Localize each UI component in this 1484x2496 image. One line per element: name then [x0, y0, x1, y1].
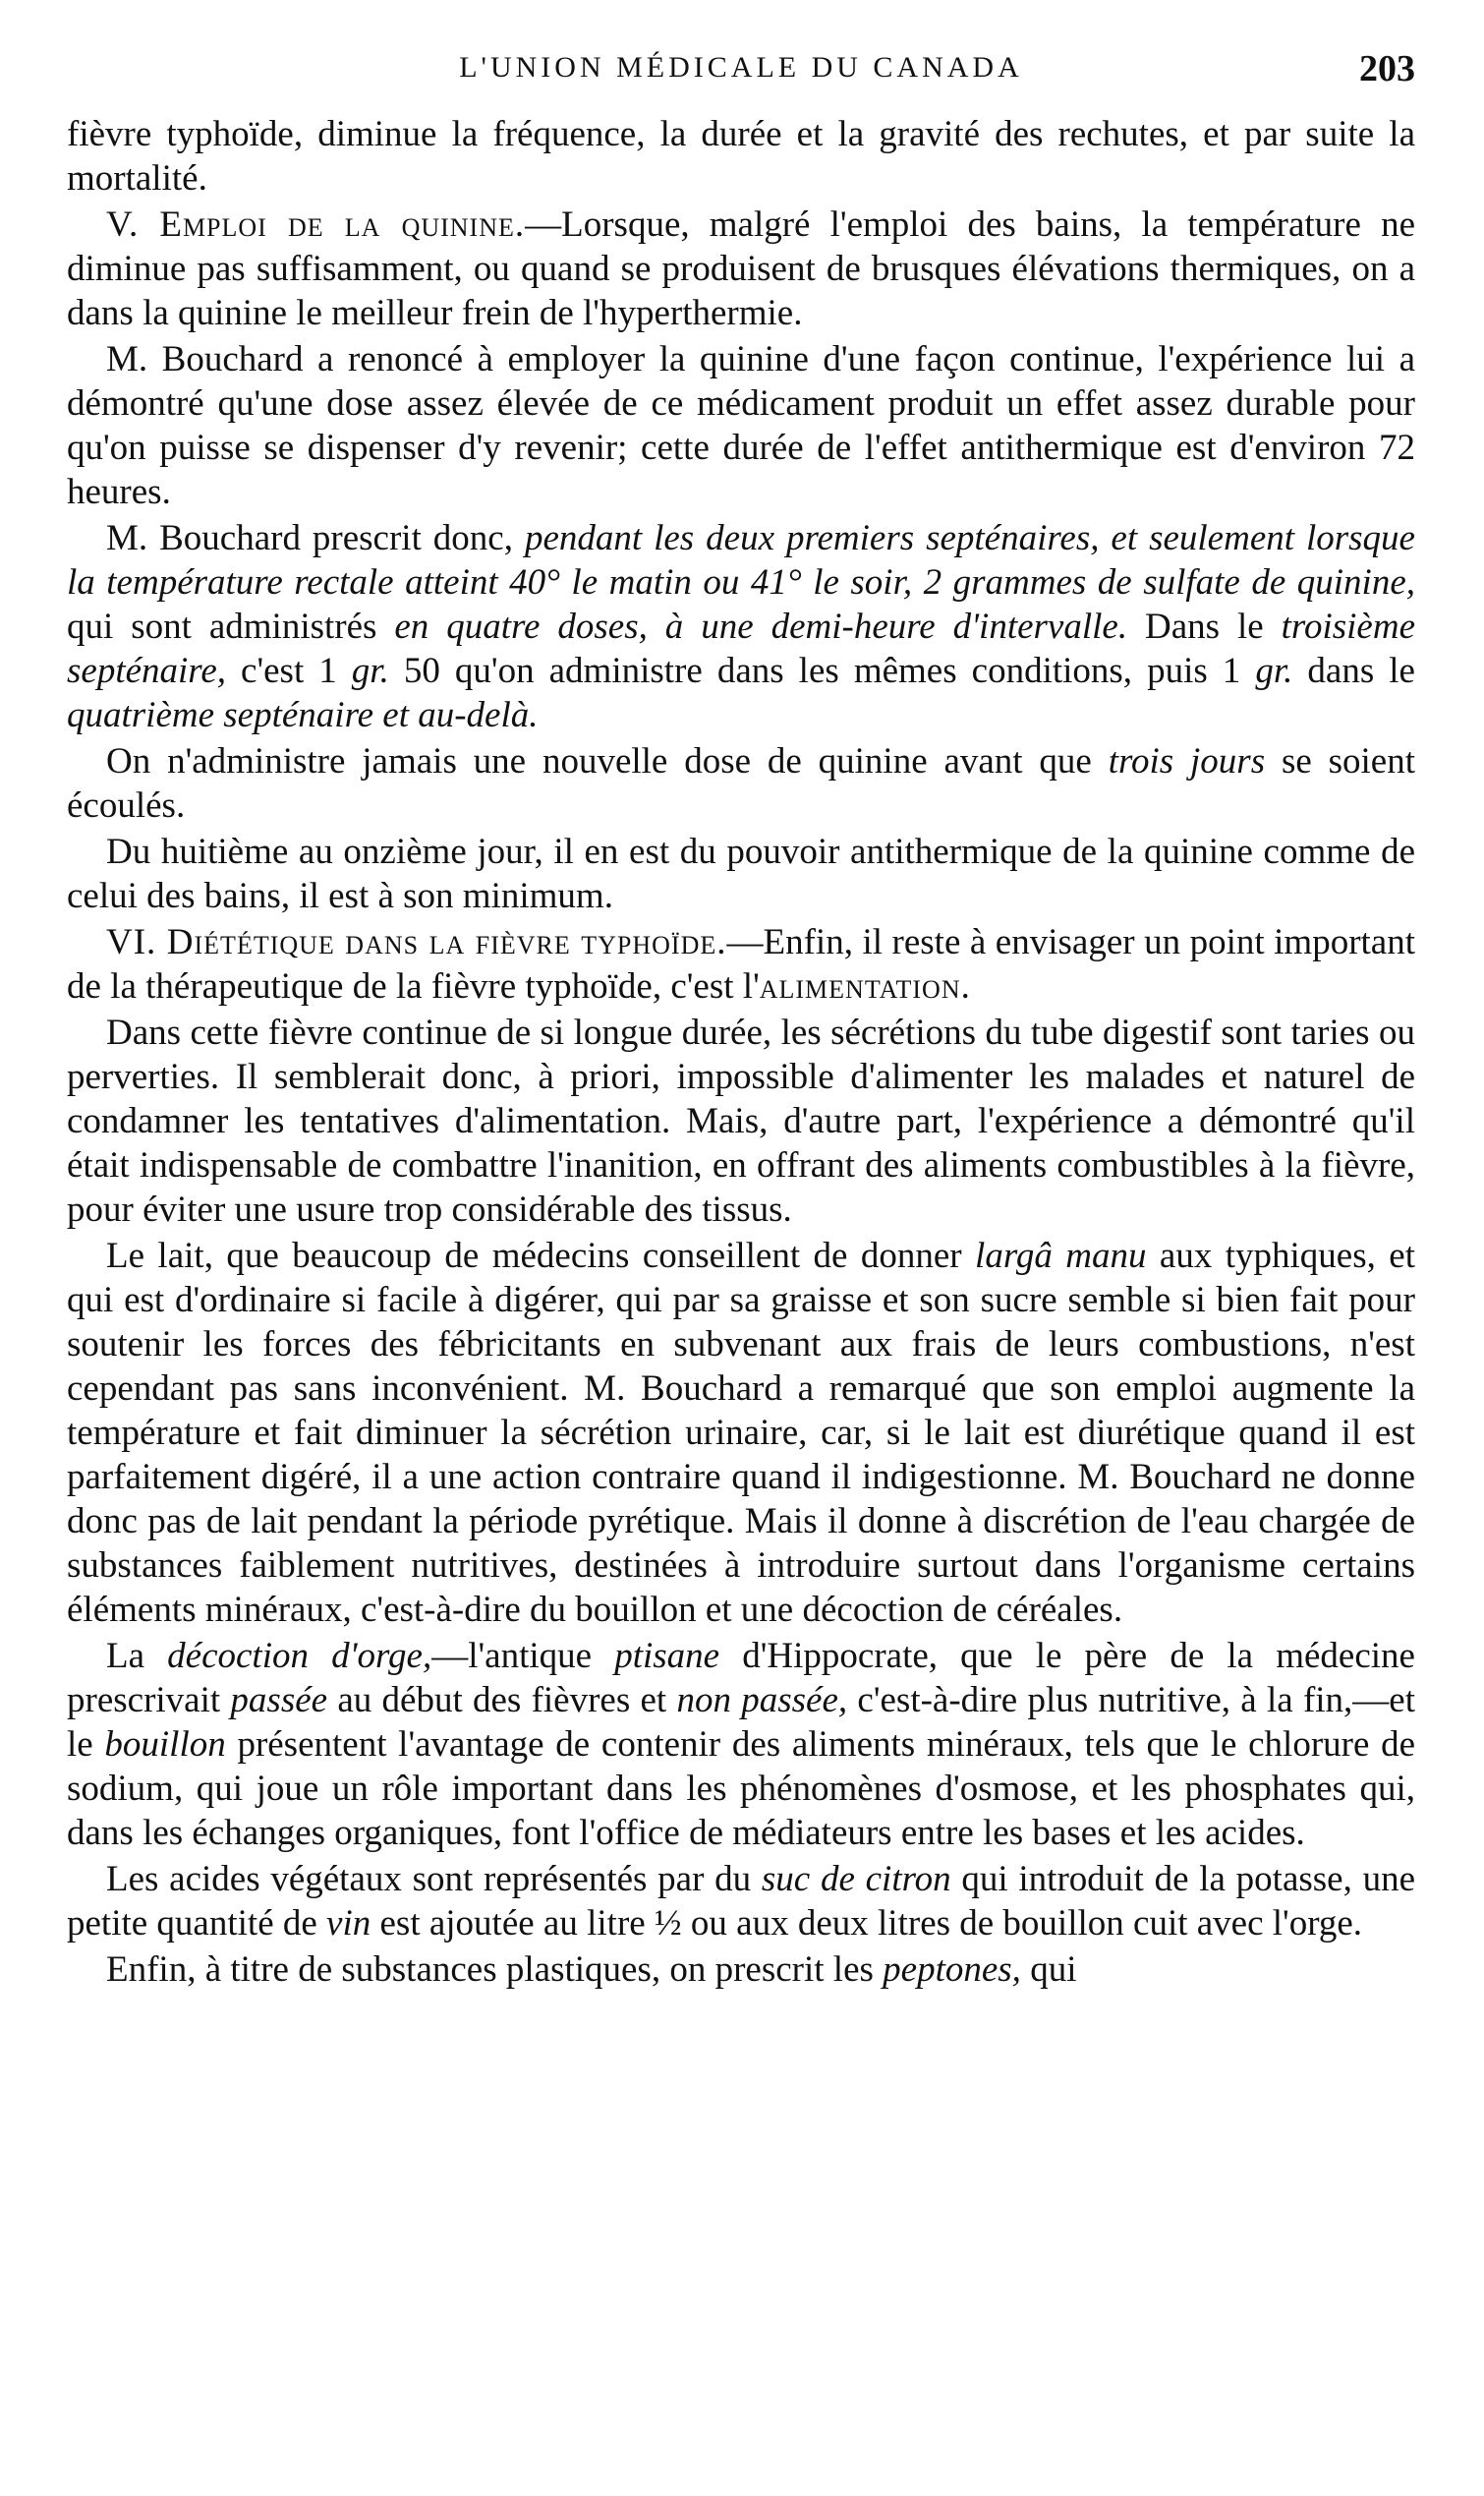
italic-run: largâ manu — [975, 1236, 1147, 1276]
text-run: La — [106, 1636, 168, 1676]
italic-run: troisième septénaire, — [67, 607, 1415, 691]
text-run: d'Hippocrate, que le père de la médecine prescrivait — [67, 1636, 1415, 1720]
paragraph — [67, 1011, 1415, 1232]
italic-run: décoction d'orge, — [167, 1636, 432, 1676]
page-number: 203 — [1359, 48, 1415, 89]
text-run: 50 qu'on administre dans les mêmes conditions, puis 1 — [388, 651, 1256, 691]
italic-run: gr. — [1255, 651, 1293, 691]
text-run: —l'antique — [431, 1636, 615, 1676]
paragraph — [67, 516, 1415, 737]
text-run: qui introduit de la potasse, une petite quantité de — [67, 1859, 1415, 1944]
running-title: L'UNION MÉDICALE DU CANADA — [459, 51, 1023, 84]
italic-run: vin — [326, 1903, 371, 1944]
section-heading: V. Emploi de la quinine. — [106, 204, 526, 245]
text-run: Les acides végétaux sont représentés par du — [106, 1859, 762, 1899]
paragraph — [67, 1947, 1415, 1992]
paragraph — [67, 1857, 1415, 1945]
text-run: qui — [1020, 1949, 1077, 1990]
paragraph-text: Dans cette fièvre continue de si longue durée, les sécrétions du tube digestif sont taries ou perverties. Il semblerait donc, à priori, impossible d'alimenter les malades et naturel de condamner les tentatives d'alimentation. Mais, d'autre part, l'expérience a démontré qu'il était indispensable de combattre l'inanition, en offrant des aliments combustibles à la fièvre, pour éviter une usure trop considérable des tissus. — [67, 1013, 1415, 1230]
paragraph-text: —Enfin, il reste à envisager un point important de la thérapeutique de la fièvre typhoïde, c'est l' — [67, 922, 1415, 1007]
text-run: au début des fièvres et — [327, 1680, 677, 1720]
italic-run: ptisane — [614, 1636, 720, 1676]
text-run: présentent l'avantage de contenir des aliments minéraux, tels que le chlorure de sodium, qui joue un rôle important dans les phénomènes d'osmose, et les phosphates qui, dans les échanges organiques, font l'office de médiateurs entre les bases et les acides. — [67, 1724, 1416, 1853]
text-run: qui sont administrés — [67, 607, 395, 647]
document-page — [67, 47, 1415, 1994]
italic-run: quatrième septénaire et au-delà. — [67, 695, 539, 735]
text-run: c'est-à-dire plus nutritive, à la fin,—et le — [67, 1680, 1415, 1765]
text-run: Le lait, que beaucoup de médecins conseillent de donner — [106, 1236, 976, 1276]
text-run: se soient écoulés. — [67, 741, 1415, 826]
italic-run: trois jours — [1108, 741, 1266, 782]
text-run: aux typhiques, et qui est d'ordinaire si facile à digérer, qui par sa graisse et son sucre semble si bien fait pour soutenir les forces des fébricitants en subvenant aux frais de leurs combustions, n'est cependant pas sans inconvénient. M. Bouchard a remarqué que son emploi augmente la température et fait diminuer la sécrétion urinaire, car, si le lait est diurétique quand il est parfaitement digéré, il a une action contraire quand il indigestionne. M. Bouchard ne donne donc pas de lait pendant la période pyrétique. Mais il donne à discrétion de l'eau chargée de substances faiblement nutritives, destinées à introduire surtout dans l'organisme certains éléments minéraux, c'est-à-dire du bouillon et une décoction de céréales. — [67, 1236, 1415, 1630]
small-caps-run: alimentation. — [759, 966, 971, 1007]
paragraph — [67, 203, 1415, 335]
text-run: M. Bouchard prescrit donc, — [106, 518, 525, 558]
paragraph — [67, 739, 1415, 828]
italic-run: gr. — [351, 651, 389, 691]
text-run: On n'administre jamais une nouvelle dose de quinine avant que — [106, 741, 1109, 782]
text-run: Dans le — [1127, 607, 1282, 647]
text-run: c'est 1 — [226, 651, 352, 691]
italic-run: non passée, — [676, 1680, 848, 1720]
italic-run: passée — [230, 1680, 328, 1720]
italic-run: suc de citron — [761, 1859, 951, 1899]
paragraph — [67, 1634, 1415, 1855]
paragraph — [67, 112, 1415, 201]
paragraph-text: —Lorsque, malgré l'emploi des bains, la température ne diminue pas suffisamment, ou quand se produisent de brusques élévations thermiques, on a dans la quinine le meilleur frein de l'hyperthermie. — [67, 204, 1415, 333]
italic-run: bouillon — [104, 1724, 226, 1765]
paragraph — [67, 920, 1415, 1009]
paragraph — [67, 337, 1415, 514]
paragraph — [67, 830, 1415, 918]
italic-run: pendant les deux premiers septénaires, et seulement lorsque la température rectale atteint 40° le matin ou 41° le soir, 2 grammes de sulfate de quinine, — [67, 518, 1415, 603]
paragraph — [67, 1234, 1415, 1632]
italic-run: en quatre doses, à une demi-heure d'intervalle. — [394, 607, 1128, 647]
italic-run: peptones, — [883, 1949, 1021, 1990]
text-run: dans le — [1292, 651, 1415, 691]
paragraph-text: Du huitième au onzième jour, il en est du pouvoir antithermique de la quinine comme de celui des bains, il est à son minimum. — [67, 832, 1415, 916]
section-heading: VI. Diététique dans la fièvre typhoïde. — [106, 922, 727, 962]
text-run: Enfin, à titre de substances plastiques, on prescrit les — [106, 1949, 884, 1990]
paragraph-text: M. Bouchard a renoncé à employer la quinine d'une façon continue, l'expérience lui a démontré qu'une dose assez élevée de ce médicament produit un effet assez durable pour qu'on puisse se dispenser d'y revenir; cette durée de l'effet antithermique est d'environ 72 heures. — [67, 339, 1415, 512]
text-run: est ajoutée au litre ½ ou aux deux litres de bouillon cuit avec l'orge. — [371, 1903, 1363, 1944]
paragraph-text: fièvre typhoïde, diminue la fréquence, la durée et la gravité des rechutes, et par suite la mortalité. — [67, 114, 1415, 199]
page-header — [67, 47, 1415, 98]
